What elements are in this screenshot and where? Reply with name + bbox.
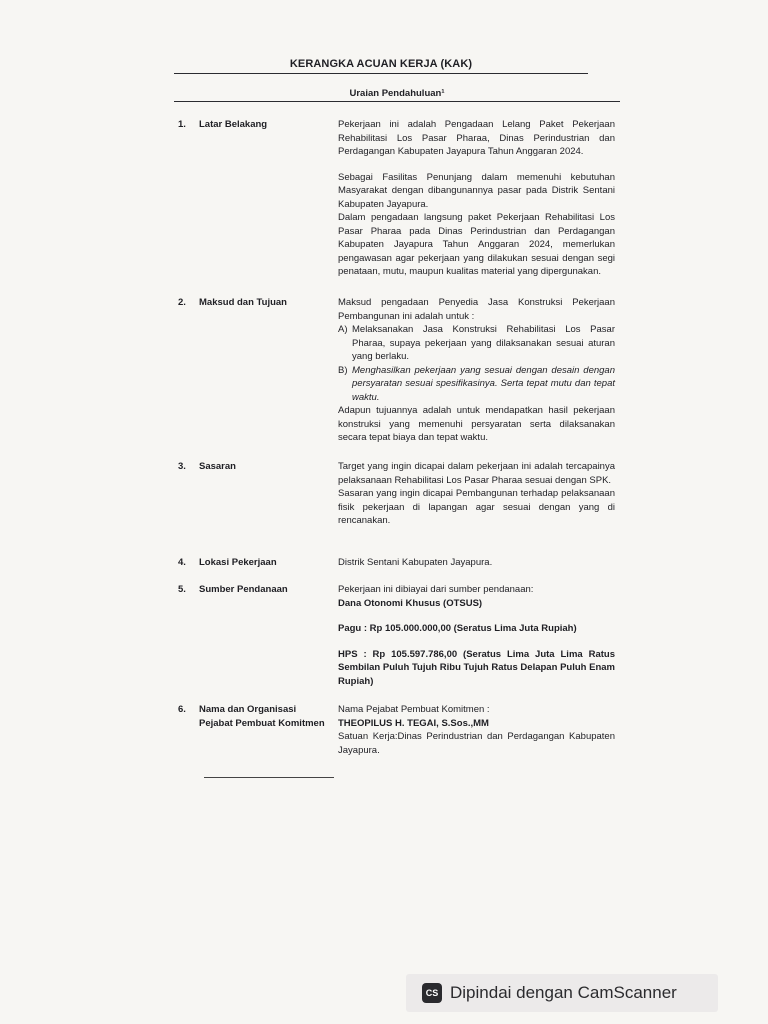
section-1-number: 1. (178, 119, 186, 130)
section-6-label-line: Pejabat Pembuat Komitmen (199, 717, 325, 729)
official-title: Nama Pejabat Pembuat Komitmen : (338, 704, 490, 715)
section-6-body (338, 703, 615, 757)
section-1-paragraph: Dalam pengadaan langsung paket Pekerjaan Rehabilitasi Los Pasar Pharaa pada Dinas Perindustrian dan Perdagangan Kabupaten Jayapura Tahun Anggaran 2024, memerlukan pengawasan agar pekerjaan yang dilakukan sesuai dengan segi penataan, mutu, maupun kualitas material yang dipergunakan. (338, 212, 615, 277)
section-6-label-line: Nama dan Organisasi (199, 704, 297, 715)
section-3-number: 3. (178, 461, 186, 472)
list-item (338, 364, 615, 405)
list-marker: A) (338, 324, 348, 335)
section-1-paragraph: Sebagai Fasilitas Penunjang dalam memenuhi kebutuhan Masyarakat dengan dibangunannya pasar pada Distrik Sentani Kabupaten Jayapura. (338, 171, 615, 210)
camscanner-watermark (406, 974, 718, 1012)
section-4-number: 4. (178, 557, 186, 568)
hps-amount: HPS : Rp 105.597.786,00 (Seratus Lima Juta Lima Ratus Sembilan Puluh Tujuh Ribu Tujuh Ratus Delapan Puluh Enam Rupiah) (338, 648, 615, 687)
section-6-number: 6. (178, 704, 186, 715)
section-1-label: Latar Belakang (199, 119, 268, 130)
section-3-body (338, 460, 615, 528)
section-3-label: Sasaran (199, 461, 236, 472)
list-item-text: Menghasilkan pekerjaan yang sesuai dengan desain dengan persyaratan sesuai spesifikasinya. Serta tepat mutu dan tepat waktu. (352, 364, 615, 403)
funding-source-name: Dana Otonomi Khusus (OTSUS) (338, 597, 483, 609)
section-2-label: Maksud dan Tujuan (199, 297, 287, 308)
location-text: Distrik Sentani Kabupaten Jayapura. (338, 557, 493, 568)
official-name: THEOPILUS H. TEGAI, S.Sos.,MM (338, 717, 489, 729)
section-4-body (338, 556, 615, 570)
section-1-body (338, 118, 615, 279)
title-underline (174, 73, 588, 74)
funding-source-intro: Pekerjaan ini dibiayai dari sumber pendanaan: (338, 584, 534, 595)
section-4-label: Lokasi Pekerjaan (199, 557, 277, 568)
list-item-text: Melaksanakan Jasa Konstruksi Rehabilitasi Los Pasar Pharaa, supaya pekerjaan yang dilaksanakan sesuai aturan yang berlaku. (352, 324, 615, 362)
work-unit: Satuan Kerja:Dinas Perindustrian dan Perdagangan Kabupaten Jayapura. (338, 731, 615, 756)
section-2-outro: Adapun tujuannya adalah untuk mendapatkan hasil pekerjaan konstruksi yang memenuhi persyaratan serta dilaksanakan secara tepat biaya dan tepat waktu. (338, 405, 615, 443)
section-1-paragraph: Pekerjaan ini adalah Pengadaan Lelang Paket Pekerjaan Rehabilitasi Los Pasar Pharaa, Dinas Perindustrian dan Perdagangan Kabupaten Jayapura Tahun Anggaran 2024. (338, 119, 615, 157)
section-5-number: 5. (178, 584, 186, 595)
pagu-amount: Pagu : Rp 105.000.000,00 (Seratus Lima Juta Rupiah) (338, 623, 577, 634)
section-5-body (338, 583, 615, 688)
list-item (338, 323, 615, 364)
section-6-label (199, 703, 327, 730)
section-2-body (338, 296, 615, 445)
footnote-divider (204, 777, 334, 778)
section-2-intro: Maksud pengadaan Penyedia Jasa Konstruksi Pekerjaan Pembangunan ini adalah untuk : (338, 297, 615, 322)
camscanner-logo-icon: CS (422, 983, 442, 1003)
list-marker: B) (338, 364, 348, 376)
document-title: KERANGKA ACUAN KERJA (KAK) (289, 58, 473, 70)
document-subtitle: Uraian Pendahuluan¹ (349, 88, 445, 99)
subtitle-underline (174, 101, 620, 102)
section-3-paragraph: Sasaran yang ingin dicapai Pembangunan terhadap pelaksanaan fisik pekerjaan di lapangan agar sesuai dengan yang di rencanakan. (338, 488, 615, 526)
section-5-label: Sumber Pendanaan (199, 584, 288, 595)
section-2-number: 2. (178, 297, 186, 308)
section-3-paragraph: Target yang ingin dicapai dalam pekerjaan ini adalah tercapainya pelaksanaan Rehabilitasi Los Pasar Pharaa sesuai dengan SPK. (338, 461, 615, 486)
camscanner-text: Dipindai dengan CamScanner (450, 983, 677, 1002)
